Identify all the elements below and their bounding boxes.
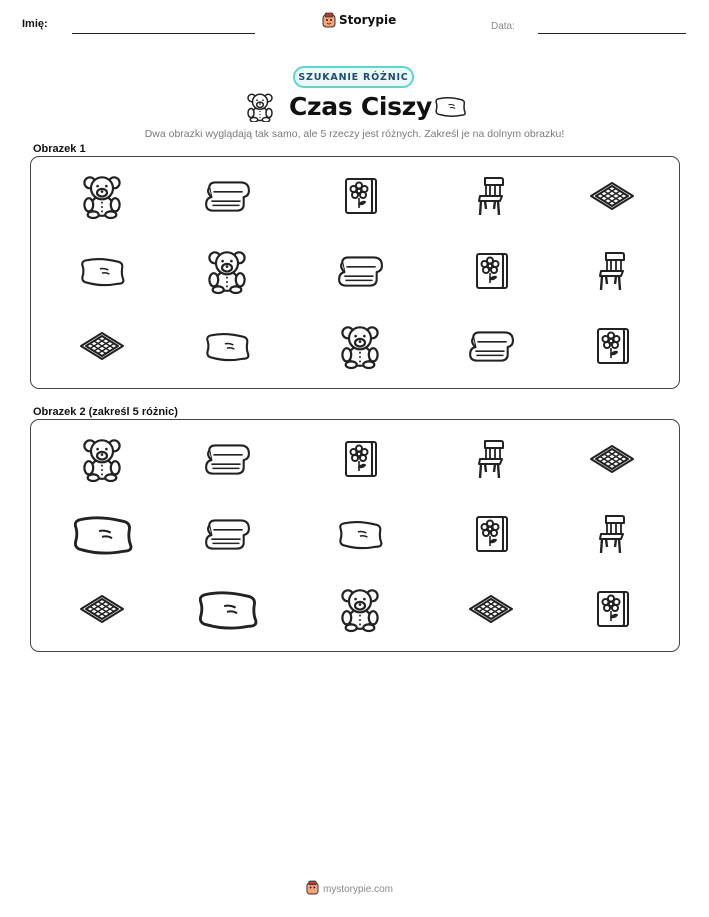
page-title: Czas Ciszy [289, 92, 432, 121]
book-icon[interactable] [594, 589, 630, 629]
date-line[interactable] [538, 33, 686, 34]
mat-icon[interactable] [77, 329, 127, 363]
teddy-bear-icon [245, 92, 275, 127]
chair-icon[interactable] [597, 512, 627, 556]
pillow-icon[interactable] [192, 586, 262, 632]
mat-icon[interactable] [587, 179, 637, 213]
chair-icon[interactable] [597, 249, 627, 293]
teddy-bear-icon[interactable] [338, 585, 382, 633]
book-icon[interactable] [342, 176, 378, 216]
instructions: Dwa obrazki wyglądają tak samo, ale 5 rzeczy jest różnych. Zakreśl je na dolnym obrazku! [144, 128, 565, 140]
book-icon[interactable] [473, 514, 509, 554]
book-icon[interactable] [342, 439, 378, 479]
panel-2-label: Obrazek 2 (zakreśl 5 różnic) [33, 406, 178, 418]
mat-icon[interactable] [466, 592, 516, 626]
name-line[interactable] [72, 33, 255, 34]
title-pillow-svg [432, 94, 468, 120]
pillow-icon[interactable] [334, 517, 386, 551]
teddy-bear-icon[interactable] [80, 435, 124, 483]
mat-icon[interactable] [77, 592, 127, 626]
footer [306, 880, 393, 898]
teddy-bear-icon[interactable] [205, 247, 249, 295]
teddy-bear-icon[interactable] [80, 172, 124, 220]
blanket-icon[interactable] [467, 329, 515, 363]
book-icon[interactable] [473, 251, 509, 291]
mat-icon[interactable] [587, 442, 637, 476]
blanket-icon[interactable] [203, 442, 251, 476]
brand-name: Storypie [339, 13, 397, 27]
title-teddy-svg [245, 92, 275, 122]
picture-1-panel [30, 156, 680, 389]
category-badge: SZUKANIE RÓŻNIC [293, 66, 414, 88]
teddy-bear-icon[interactable] [338, 322, 382, 370]
picture-2-panel [30, 419, 680, 652]
pillow-icon[interactable] [67, 511, 137, 557]
book-icon[interactable] [594, 326, 630, 366]
date-label: Data: [491, 21, 515, 32]
blanket-icon[interactable] [336, 254, 384, 288]
storypie-logo [322, 12, 396, 28]
storypie-mascot-icon [322, 12, 336, 28]
chair-icon[interactable] [476, 174, 506, 218]
pillow-icon[interactable] [201, 329, 253, 363]
footer-site: mystorypie.com [323, 883, 394, 895]
chair-icon[interactable] [476, 437, 506, 481]
pillow-icon[interactable] [76, 254, 128, 288]
blanket-icon[interactable] [203, 179, 251, 213]
blanket-icon[interactable] [203, 517, 251, 551]
panel-1-label: Obrazek 1 [33, 143, 86, 155]
storypie-mascot-icon [306, 880, 319, 898]
name-label: Imię: [22, 18, 48, 30]
pillow-icon [432, 94, 468, 125]
